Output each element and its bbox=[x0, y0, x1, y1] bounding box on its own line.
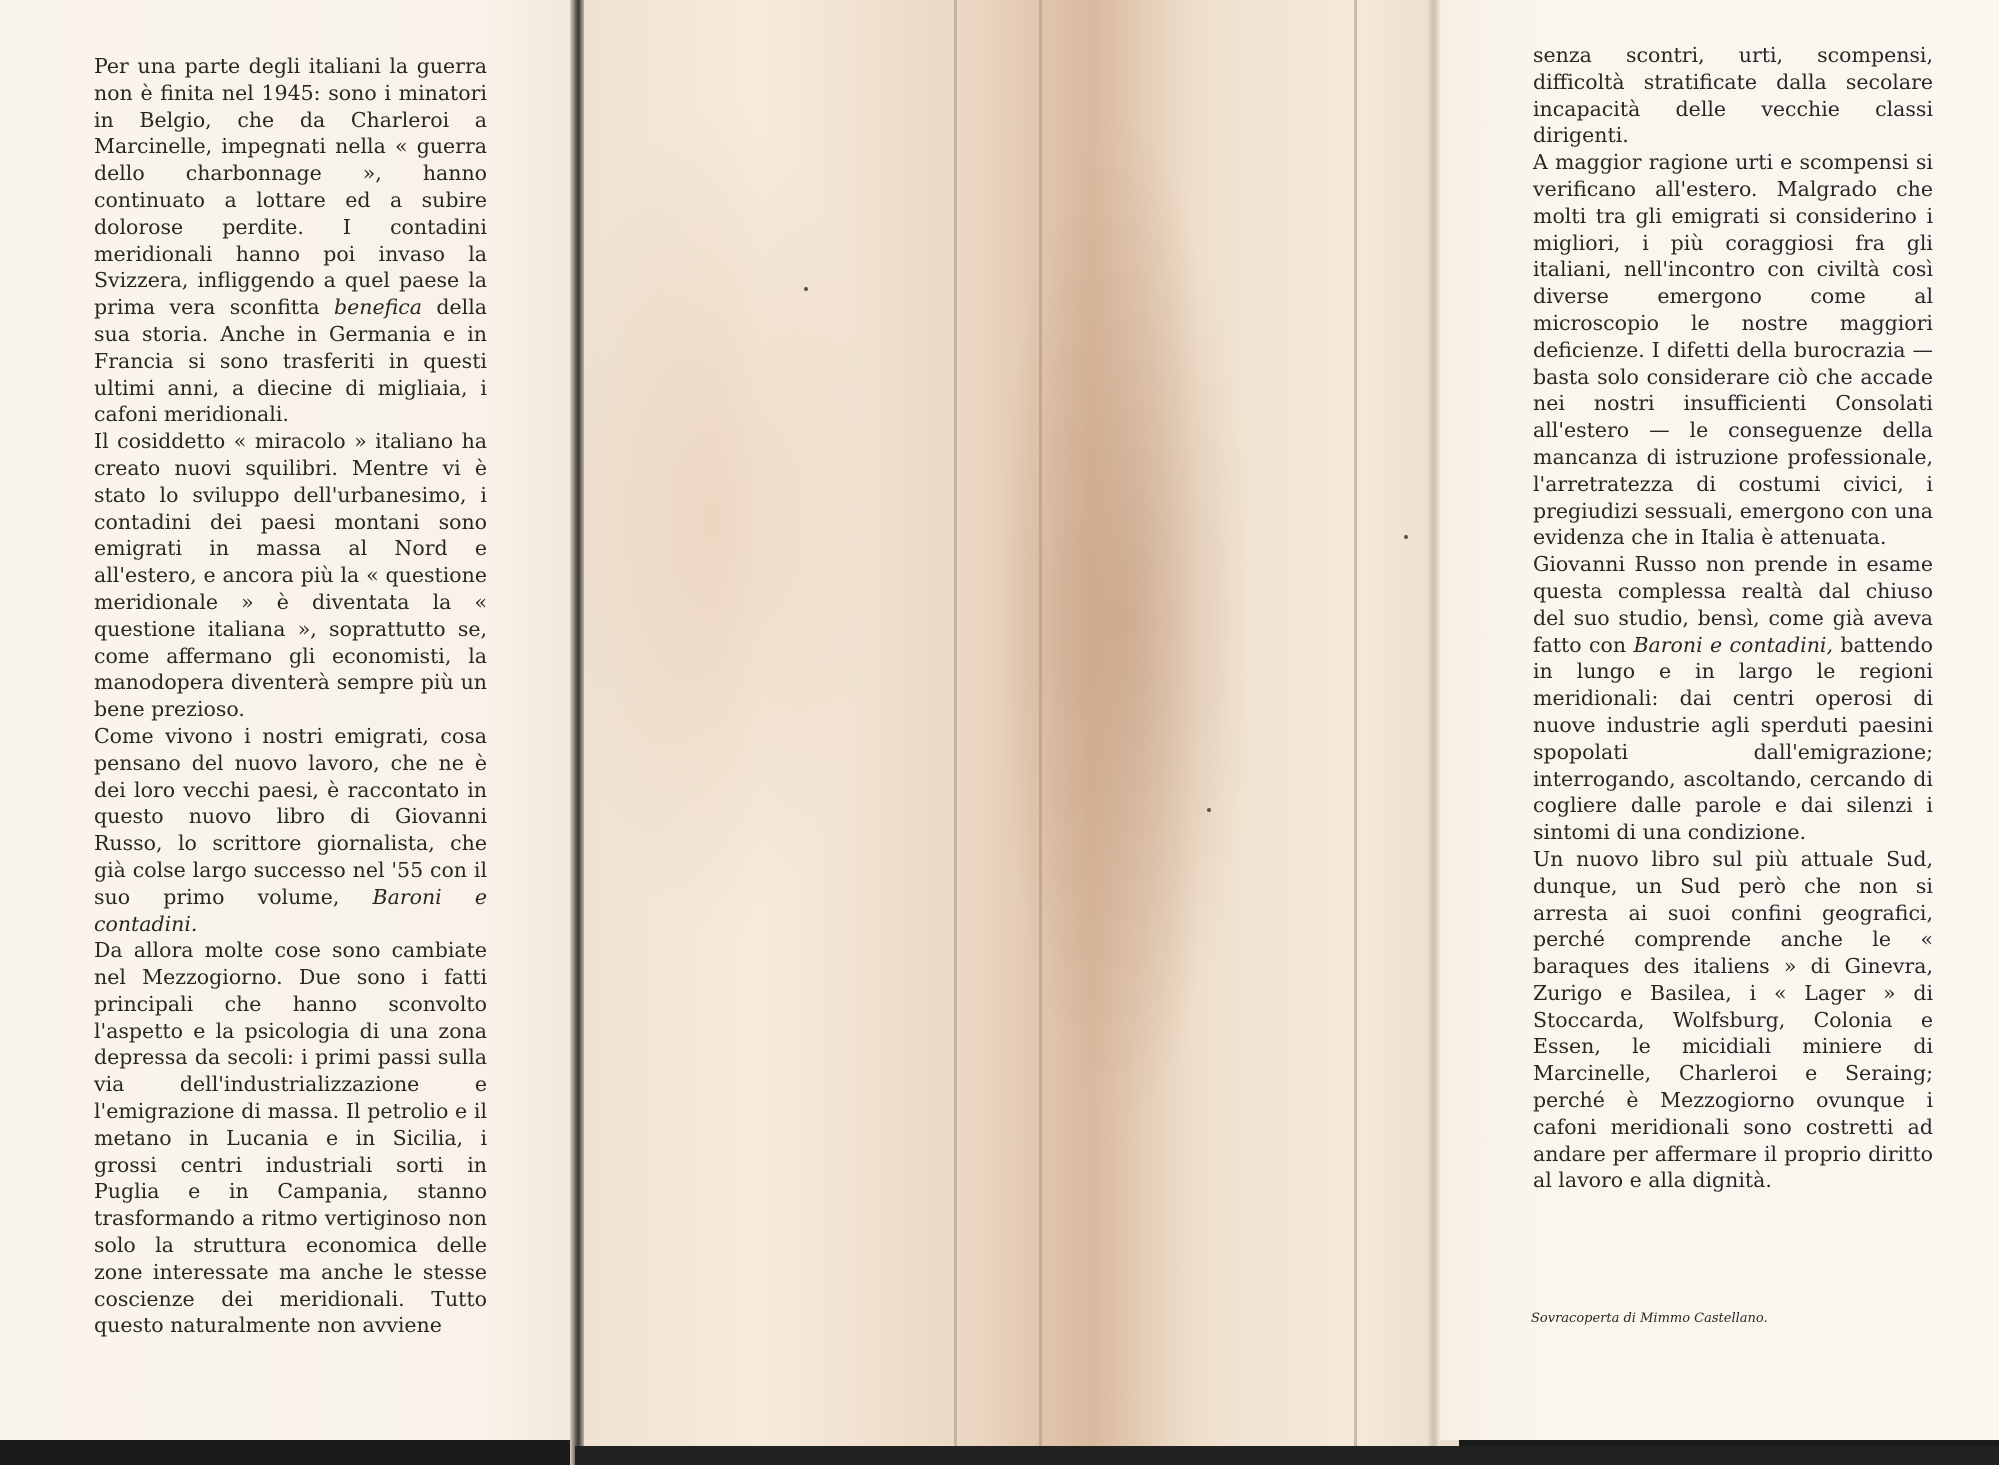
book-title-italic: Baroni e contadini. bbox=[94, 884, 487, 936]
dust-speck bbox=[804, 287, 808, 291]
paragraph bbox=[1533, 846, 1933, 1194]
text-run: Un nuovo libro sul più attuale Sud, dunque, un Sud però che non si arresta ai suoi confini geografici, perché comprende anche le « baraques des italiens » di Ginevra, Zurigo e Basilea, i « Lager » di Stoccarda, Wolfsburg, Colonia e Essen, le micidiali miniere di Marcinelle, Charleroi e Seraing; perché è Mezzogiorno ovunque i cafoni meridionali sono costretti ad andare per affermare il proprio diritto al lavoro e alla dignità. bbox=[1533, 846, 1933, 1193]
cover-credit: Sovracoperta di Mimmo Castellano. bbox=[1531, 1311, 1768, 1326]
text-run: senza scontri, urti, scompensi, difficoltà stratificate dalla secolare incapacità delle vecchie classi dirigenti. bbox=[1533, 43, 1933, 148]
text-run: della sua storia. Anche in Germania e in Francia si sono trasferiti in questi ultimi anni, a diecine di migliaia, i cafoni meridionali. bbox=[94, 295, 488, 427]
book-title-italic: benefica bbox=[334, 295, 422, 320]
paragraph bbox=[94, 53, 487, 428]
dust-speck bbox=[1207, 808, 1211, 812]
text-run: Come vivono i nostri emigrati, cosa pensano del nuovo lavoro, che ne è dei loro vecchi paesi, è raccontato in questo nuovo libro di Giovanni Russo, lo scrittore giornalista, che già colse largo successo nel '55 con il suo primo volume, bbox=[94, 723, 487, 909]
dust-speck bbox=[1404, 535, 1408, 539]
scan-edge bbox=[575, 1446, 1999, 1465]
paragraph bbox=[1533, 551, 1933, 846]
paragraph bbox=[1533, 42, 1933, 149]
text-run: Giovanni Russo non prende in esame questa complessa realtà dal chiuso del suo studio, bensì, come già aveva fatto con bbox=[1533, 552, 1933, 657]
left-flap-text bbox=[94, 53, 487, 1339]
right-fold bbox=[1428, 0, 1440, 1465]
left-fold-shadow bbox=[570, 0, 584, 1465]
spine-crease bbox=[1354, 0, 1357, 1452]
paragraph bbox=[94, 428, 487, 723]
right-flap-text bbox=[1533, 42, 1933, 1194]
text-run: battendo in lungo e in largo le regioni meridionali: dai centri operosi di nuove industrie agli sperduti paesini spopolati dall'emigrazione; interrogando, ascoltando, cercando di cogliere dalle parole e dai silenzi i sintomi di una condizione. bbox=[1533, 632, 1933, 845]
spine-crease bbox=[1039, 0, 1042, 1452]
paragraph bbox=[1533, 149, 1933, 551]
paragraph bbox=[94, 723, 487, 937]
text-run: Per una parte degli italiani la guerra non è finita nel 1945: sono i minatori in Belgio, che da Charleroi a Marcinelle, impegnati nella « guerra dello charbonnage », hanno continuato a lottare ed a subire dolorose perdite. I contadini meridionali hanno poi invaso la Svizzera, infliggendo a quel paese la prima vera sconfitta bbox=[94, 54, 487, 320]
text-run: Il cosiddetto « miracolo » italiano ha creato nuovi squilibri. Mentre vi è stato lo sviluppo dell'urbanesimo, i contadini dei paesi montani sono emigrati in massa al Nord e all'estero, e ancora più la « questione meridionale » è diventata la « questione italiana », soprattutto se, come affermano gli economisti, la manodopera diventerà sempre più un bene prezioso. bbox=[94, 429, 487, 722]
text-run: A maggior ragione urti e scompensi si verificano all'estero. Malgrado che molti tra gli emigrati si considerino i migliori, i più coraggiosi fra gli italiani, nell'incontro con civiltà così diverse emergono come al microscopio le nostre maggiori deficienze. I difetti della burocrazia — basta solo considerare ciò che accade nei nostri insufficienti Consolati all'estero — le conseguenze della mancanza di istruzione professionale, l'arretratezza di costumi civici, i pregiudizi sessuali, emergono con una evidenza che in Italia è attenuata. bbox=[1533, 150, 1933, 550]
book-title-italic: Baroni e contadini, bbox=[1633, 632, 1833, 657]
text-run: Da allora molte cose sono cambiate nel Mezzogiorno. Due sono i fatti principali che hanno sconvolto l'aspetto e la psicologia di una zona depressa da secoli: i primi passi sulla via dell'industrializzazione e l'emigrazione di massa. Il petrolio e il metano in Lucania e in Sicilia, i grossi centri industriali sorti in Puglia e in Campania, stanno trasformando a ritmo vertiginoso non solo la struttura economica delle zone interessate ma anche le stesse coscienze dei meridionali. Tutto questo naturalmente non avviene bbox=[94, 938, 487, 1338]
inner-jacket-panel bbox=[584, 0, 1459, 1452]
spine-crease bbox=[954, 0, 957, 1452]
paragraph bbox=[94, 937, 487, 1339]
